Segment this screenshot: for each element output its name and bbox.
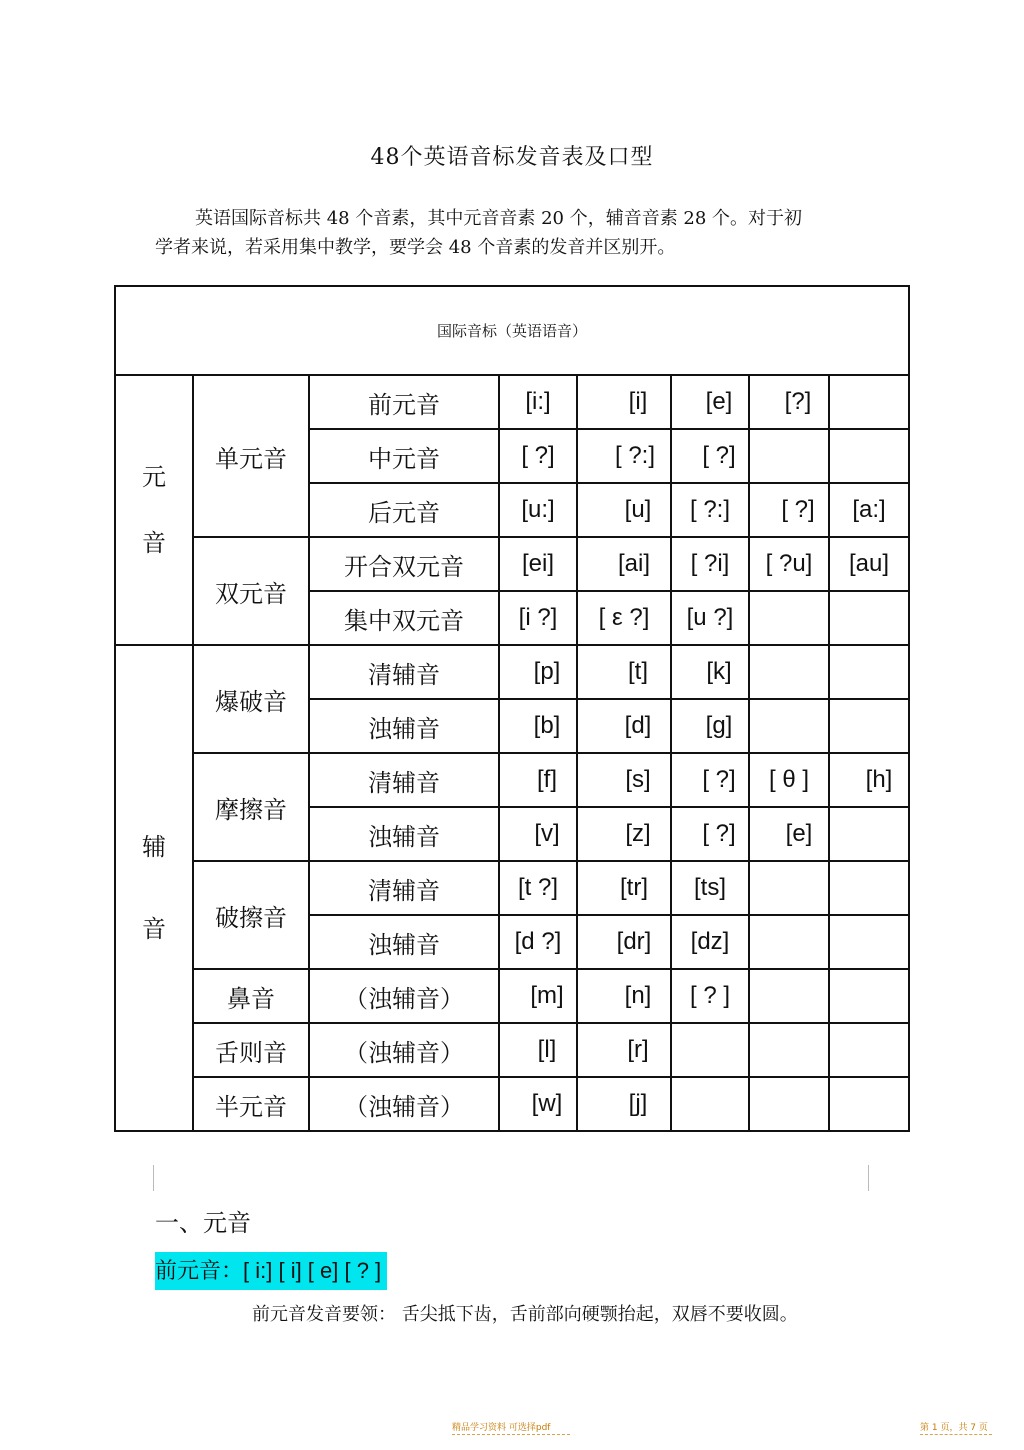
symbol-cell: [k] bbox=[671, 645, 749, 699]
type-cell: 浊辅音 bbox=[309, 699, 499, 753]
symbol-cell bbox=[749, 1077, 829, 1131]
symbol-cell: [h] bbox=[829, 753, 909, 807]
symbol-cell: [a:] bbox=[829, 483, 909, 537]
table-row bbox=[115, 969, 909, 1023]
subcategory-cell: 破擦音 bbox=[193, 861, 309, 969]
symbol-cell bbox=[829, 375, 909, 429]
symbol-cell: [z] bbox=[577, 807, 671, 861]
symbol-cell: [i ?] bbox=[499, 591, 577, 645]
vowel-category bbox=[115, 375, 193, 645]
symbol-cell: [i] bbox=[577, 375, 671, 429]
symbol-cell: [ ?:] bbox=[577, 429, 671, 483]
vowel-label: 元音 bbox=[141, 463, 166, 557]
symbol-cell: [ ?] bbox=[499, 429, 577, 483]
consonant-label: 辅音 bbox=[141, 833, 166, 943]
symbol-cell: [ts] bbox=[671, 861, 749, 915]
symbol-cell bbox=[829, 1023, 909, 1077]
symbol-cell: [au] bbox=[829, 537, 909, 591]
type-cell: 清辅音 bbox=[309, 645, 499, 699]
symbol-cell: [u ?] bbox=[671, 591, 749, 645]
symbol-cell: [ ?:] bbox=[671, 483, 749, 537]
symbol-cell: [ai] bbox=[577, 537, 671, 591]
symbol-cell: [ θ ] bbox=[749, 753, 829, 807]
symbol-cell: [n] bbox=[577, 969, 671, 1023]
type-cell: 集中双元音 bbox=[309, 591, 499, 645]
symbol-cell: [ ?] bbox=[749, 483, 829, 537]
table-row bbox=[115, 375, 909, 429]
type-cell: 开合双元音 bbox=[309, 537, 499, 591]
highlight-symbols: [ i:] [ i] [ e] [ ? ] bbox=[243, 1258, 382, 1283]
symbol-cell bbox=[671, 1023, 749, 1077]
symbol-cell: [g] bbox=[671, 699, 749, 753]
symbol-cell: [i:] bbox=[499, 375, 577, 429]
symbol-cell bbox=[749, 645, 829, 699]
symbol-cell: [e] bbox=[749, 807, 829, 861]
symbol-cell: [p] bbox=[499, 645, 577, 699]
symbol-cell bbox=[749, 1023, 829, 1077]
symbol-cell: [ ?i] bbox=[671, 537, 749, 591]
intro-paragraph bbox=[155, 204, 875, 262]
symbol-cell: [w] bbox=[499, 1077, 577, 1131]
type-cell: （浊辅音） bbox=[309, 1023, 499, 1077]
highlighted-vowel-line bbox=[155, 1252, 387, 1290]
symbol-cell: [tr] bbox=[577, 861, 671, 915]
footer-dashed-rule bbox=[452, 1434, 570, 1435]
symbol-cell: [s] bbox=[577, 753, 671, 807]
symbol-cell bbox=[749, 591, 829, 645]
symbol-cell: [v] bbox=[499, 807, 577, 861]
symbol-cell bbox=[829, 699, 909, 753]
table-row bbox=[115, 1077, 909, 1131]
table-row bbox=[115, 861, 909, 915]
symbol-cell: [t] bbox=[577, 645, 671, 699]
symbol-cell bbox=[829, 969, 909, 1023]
symbol-cell bbox=[829, 807, 909, 861]
symbol-cell: [l] bbox=[499, 1023, 577, 1077]
symbol-cell bbox=[749, 915, 829, 969]
table-edge-mark bbox=[153, 1165, 154, 1191]
symbol-cell: [ei] bbox=[499, 537, 577, 591]
table-edge-mark bbox=[868, 1165, 869, 1191]
pronunciation-tip: 前元音发音要领： 舌尖抵下齿，舌前部向硬颚抬起，双唇不要收圆。 bbox=[252, 1304, 798, 1325]
type-cell: 浊辅音 bbox=[309, 807, 499, 861]
type-cell: （浊辅音） bbox=[309, 1077, 499, 1131]
type-cell: 浊辅音 bbox=[309, 915, 499, 969]
symbol-cell: [u:] bbox=[499, 483, 577, 537]
table-row bbox=[115, 753, 909, 807]
subcategory-cell: 舌则音 bbox=[193, 1023, 309, 1077]
symbol-cell: [ ?] bbox=[671, 753, 749, 807]
symbol-cell: [d ?] bbox=[499, 915, 577, 969]
symbol-cell: [d] bbox=[577, 699, 671, 753]
symbol-cell bbox=[829, 861, 909, 915]
highlight-label: 前元音： bbox=[155, 1259, 244, 1284]
page-title: 48个英语音标发音表及口型 bbox=[370, 145, 654, 170]
table-header: 国际音标（英语语音） bbox=[115, 286, 909, 375]
symbol-cell: [ ? ] bbox=[671, 969, 749, 1023]
type-cell: （浊辅音） bbox=[309, 969, 499, 1023]
subcategory-cell: 爆破音 bbox=[193, 645, 309, 753]
symbol-cell: [ ?u] bbox=[749, 537, 829, 591]
symbol-cell: [ ?] bbox=[671, 429, 749, 483]
symbol-cell bbox=[749, 861, 829, 915]
subcategory-cell: 双元音 bbox=[193, 537, 309, 645]
type-cell: 清辅音 bbox=[309, 861, 499, 915]
subcategory-cell: 摩擦音 bbox=[193, 753, 309, 861]
symbol-cell: [b] bbox=[499, 699, 577, 753]
symbol-cell: [e] bbox=[671, 375, 749, 429]
intro-line-2: 学者来说，若采用集中教学，要学会 48 个音素的发音并区别开。 bbox=[155, 237, 676, 258]
table-row bbox=[115, 1023, 909, 1077]
symbol-cell: [ ε ?] bbox=[577, 591, 671, 645]
table-row bbox=[115, 645, 909, 699]
type-cell: 后元音 bbox=[309, 483, 499, 537]
section-heading: 一、元音 bbox=[155, 1209, 251, 1237]
footer-left-text: 精品学习资料 可选择pdf bbox=[452, 1423, 551, 1433]
symbol-cell: [r] bbox=[577, 1023, 671, 1077]
symbol-cell: [dr] bbox=[577, 915, 671, 969]
symbol-cell: [j] bbox=[577, 1077, 671, 1131]
symbol-cell bbox=[829, 1077, 909, 1131]
symbol-cell bbox=[829, 645, 909, 699]
symbol-cell bbox=[829, 429, 909, 483]
subcategory-cell: 半元音 bbox=[193, 1077, 309, 1131]
subcategory-cell: 单元音 bbox=[193, 375, 309, 537]
ipa-table bbox=[114, 285, 910, 1132]
footer-dashed-rule bbox=[920, 1434, 992, 1435]
type-cell: 清辅音 bbox=[309, 753, 499, 807]
consonant-category bbox=[115, 645, 193, 1131]
symbol-cell: [m] bbox=[499, 969, 577, 1023]
symbol-cell: [f] bbox=[499, 753, 577, 807]
subcategory-cell: 鼻音 bbox=[193, 969, 309, 1023]
footer-page-number: 第 1 页，共 7 页 bbox=[920, 1423, 988, 1433]
symbol-cell: [ ?] bbox=[671, 807, 749, 861]
symbol-cell: [dz] bbox=[671, 915, 749, 969]
symbol-cell bbox=[749, 429, 829, 483]
symbol-cell bbox=[671, 1077, 749, 1131]
symbol-cell bbox=[749, 699, 829, 753]
symbol-cell bbox=[749, 969, 829, 1023]
symbol-cell bbox=[829, 591, 909, 645]
intro-line-1: 英语国际音标共 48 个音素，其中元音音素 20 个，辅音音素 28 个。对于初 bbox=[195, 208, 803, 229]
symbol-cell bbox=[829, 915, 909, 969]
table-row bbox=[115, 537, 909, 591]
symbol-cell: [?] bbox=[749, 375, 829, 429]
symbol-cell: [u] bbox=[577, 483, 671, 537]
symbol-cell: [t ?] bbox=[499, 861, 577, 915]
type-cell: 前元音 bbox=[309, 375, 499, 429]
type-cell: 中元音 bbox=[309, 429, 499, 483]
